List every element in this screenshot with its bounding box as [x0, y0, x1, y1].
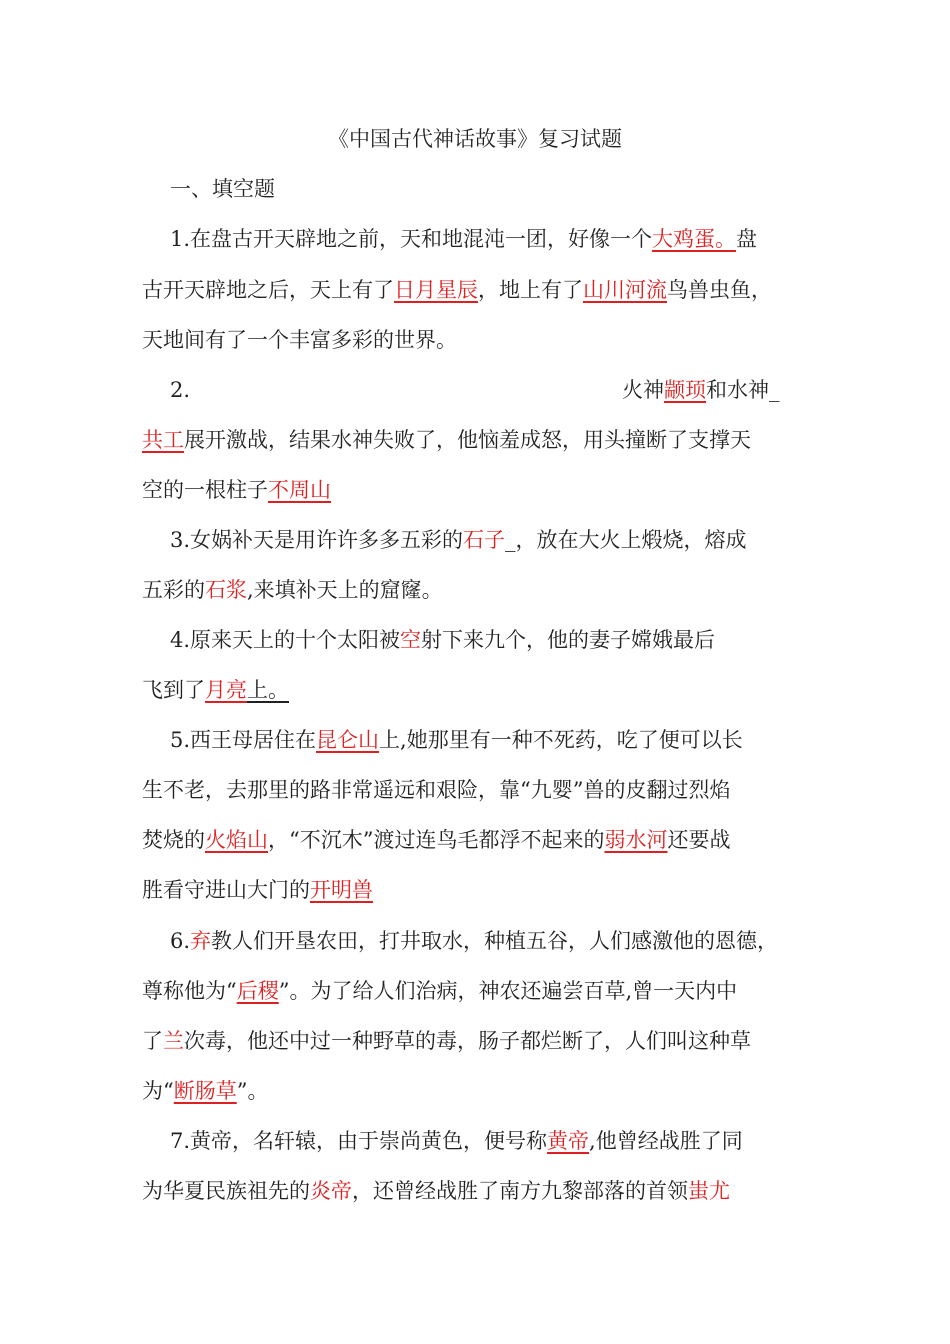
q1-line-1 [170, 222, 757, 256]
q5-answer-1: 昆仑山 [316, 728, 380, 752]
q1-text: 鸟兽虫鱼， [667, 278, 772, 302]
q1-text: ，地上有了 [478, 278, 583, 302]
q6-line-3 [142, 1024, 751, 1058]
q6-text: 次毒，他还中过一种野草的毒，肠子都烂断了，人们叫这种草 [184, 1029, 751, 1053]
q6-text: 为“ [142, 1079, 174, 1103]
q4-text: 上。 [247, 678, 289, 702]
q1-text: 1.在盘古开天辟地之前，天和地混沌一团，好像一个 [170, 227, 653, 251]
q6-text: 6. [170, 929, 191, 953]
q6-text: ”。为了给人们治病，神农还遍尝百草,曾一天内中 [278, 979, 738, 1003]
q1-line-2 [142, 273, 772, 307]
q3-text: 3.女娲补天是用许许多多五彩的 [170, 528, 464, 552]
q5-line-1 [170, 723, 743, 757]
q7-answer-3: 蚩尤 [688, 1179, 730, 1203]
q2-text: 展开激战，结果水神失败了，他恼羞成怒，用头撞断了支撑天 [184, 428, 751, 452]
q4-answer-1: 空 [400, 628, 422, 652]
section-heading: 一、填空题 [170, 177, 275, 201]
q2-answer-2: 共工 [142, 428, 184, 452]
q4-line-2 [142, 673, 289, 707]
q6-text: ”。 [236, 1079, 269, 1103]
q5-text: 5.西王母居住在 [170, 728, 317, 752]
q6-line-1 [170, 924, 778, 958]
q1-line-3: 天地间有了一个丰富多彩的世界。 [142, 328, 457, 352]
q4-answer-2: 月亮 [205, 678, 247, 702]
q1-answer-3: 山川河流 [583, 278, 667, 302]
q7-line-2 [142, 1174, 730, 1208]
q1-text: 盘 [736, 227, 758, 251]
q2-text: 空的一根柱子 [142, 478, 268, 502]
q5-answer-4: 开明兽 [310, 878, 373, 902]
q3-answer-2: 石浆 [205, 578, 247, 602]
q7-answer-2: 炎帝 [310, 1179, 352, 1203]
q2-answer-1: 颛顼 [664, 378, 706, 402]
q6-line-4 [142, 1074, 269, 1108]
q3-line-2 [142, 573, 443, 607]
q3-line-1 [170, 523, 747, 557]
q6-answer-2: 后稷 [236, 979, 279, 1003]
q7-text: ，还曾经战胜了南方九黎部落的首领 [352, 1179, 688, 1203]
q3-answer-1: 石子 [463, 528, 506, 552]
q5-line-3 [142, 823, 730, 857]
q7-text: 为华夏民族祖先的 [142, 1179, 310, 1203]
q4-text: 射下来九个，他的妻子嫦娥最后 [421, 628, 716, 652]
q4-text: 4.原来天上的十个太阳被 [170, 628, 401, 652]
q6-line-2 [142, 974, 737, 1008]
q1-answer-1: 大鸡蛋。 [652, 227, 737, 251]
q2-line-1 [622, 373, 780, 407]
q5-text: ，“不沉木”渡过连鸟毛都浮不起来的 [268, 828, 605, 852]
q6-answer-3: 兰 [163, 1029, 184, 1053]
q5-text: 胜看守进山大门的 [142, 878, 310, 902]
q5-line-4 [142, 873, 373, 907]
q4-text: 飞到了 [142, 678, 205, 702]
q5-line-2: 生不老，去那里的路非常遥远和艰险，靠“九婴”兽的皮翻过烈焰 [142, 778, 731, 802]
q5-text: 上,她那里有一种不死药，吃了便可以长 [379, 728, 743, 752]
q5-answer-3: 弱水河 [604, 828, 668, 852]
q7-text: ,他曾经战胜了同 [589, 1129, 743, 1153]
q3-text: 五彩的 [142, 578, 205, 602]
q3-text: _，放在大火上煅烧，熔成 [505, 528, 747, 552]
q1-answer-2: 日月星辰 [394, 278, 478, 302]
q7-line-1 [170, 1124, 743, 1158]
q3-text: ,来填补天上的窟窿。 [247, 578, 443, 602]
q7-text: 7.黄帝，名轩辕，由于崇尚黄色，便号称 [170, 1129, 548, 1153]
q2-number: 2. [170, 378, 191, 402]
q2-line-3 [142, 473, 331, 507]
q5-text: 还要战 [667, 828, 731, 852]
q2-line-2 [142, 423, 751, 457]
q5-text: 焚烧的 [142, 828, 205, 852]
q5-answer-2: 火焰山 [205, 828, 268, 852]
q6-text: 教人们开垦农田，打井取水，种植五谷，人们感激他的恩德， [211, 929, 779, 953]
q6-answer-1: 弃 [190, 929, 212, 953]
document-title: 《中国古代神话故事》复习试题 [328, 127, 622, 151]
q6-text: 尊称他为“ [142, 979, 237, 1003]
q2-text: 和水神_ [706, 378, 780, 402]
q2-text: 火神 [622, 378, 664, 402]
q6-text: 了 [142, 1029, 163, 1053]
q4-line-1 [170, 623, 715, 657]
q1-text: 古开天辟地之后，天上有了 [142, 278, 394, 302]
q2-answer-3: 不周山 [268, 478, 331, 502]
q6-answer-4: 断肠草 [173, 1079, 237, 1103]
q7-answer-1: 黄帝 [547, 1129, 590, 1153]
